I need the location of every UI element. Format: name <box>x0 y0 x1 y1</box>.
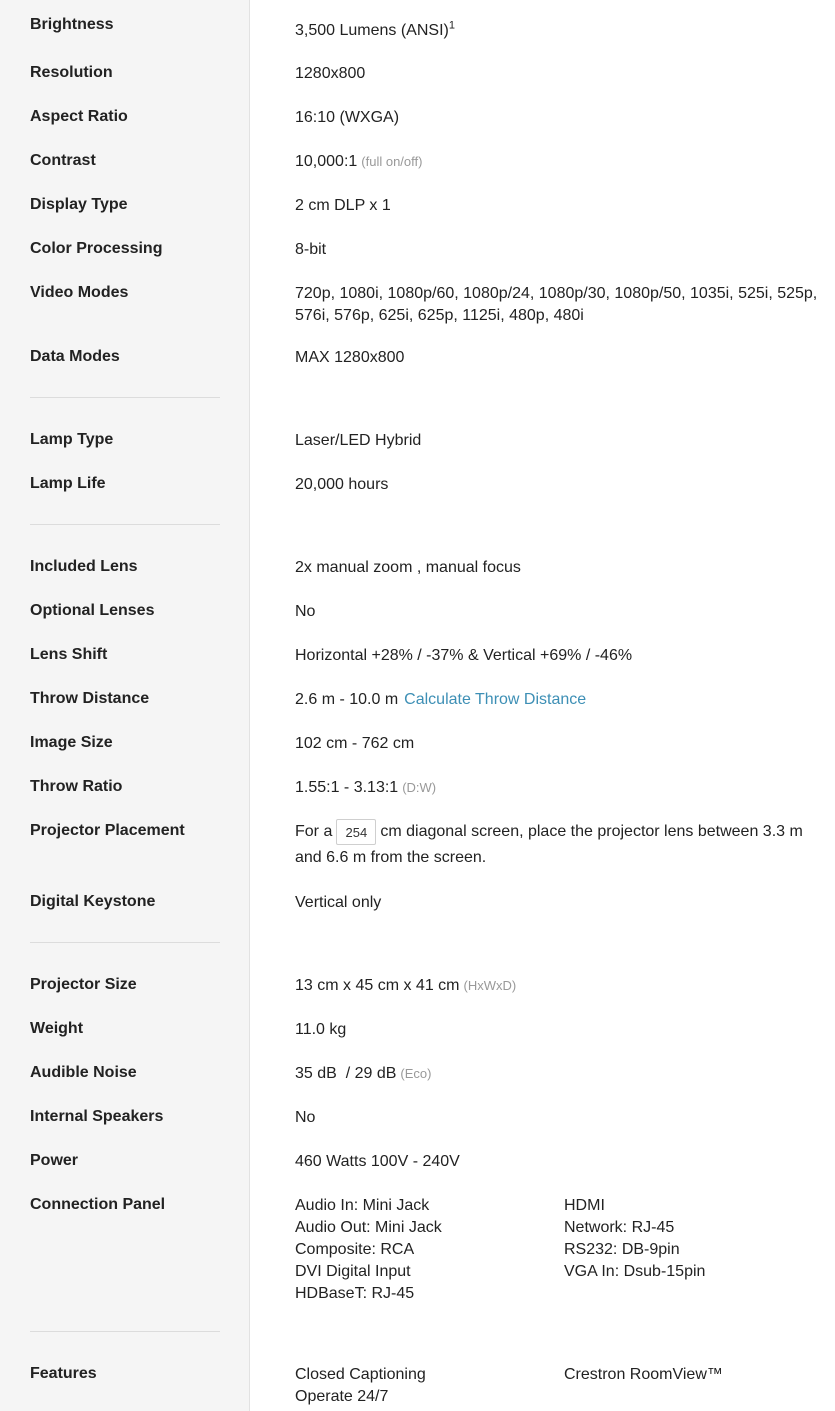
connection-column-1 <box>295 1195 560 1305</box>
footnote-marker: 1 <box>448 19 455 32</box>
spec-value: Horizontal +28% / -37% & Vertical +69% / -46% <box>295 647 633 664</box>
spec-value: 2 cm DLP x 1 <box>295 197 391 214</box>
spec-value <box>295 20 825 42</box>
projector-size-value: 13 cm x 45 cm x 41 cm <box>295 977 460 994</box>
spec-value: 1280x800 <box>295 65 366 82</box>
throw-distance-value: 2.6 m - 10.0 m <box>295 691 399 708</box>
spec-label: Display Type <box>30 196 128 213</box>
spec-label: Resolution <box>30 64 113 81</box>
spec-label: Contrast <box>30 152 96 169</box>
spec-value <box>295 151 825 173</box>
spec-label: Color Processing <box>30 240 163 257</box>
section-divider <box>30 524 220 525</box>
features-column-2 <box>564 1364 824 1386</box>
audible-noise-value: 35 dB / 29 dB <box>295 1065 397 1082</box>
feature-item: Operate 24/7 <box>295 1388 389 1405</box>
connection-item: Audio In: Mini Jack <box>295 1197 430 1214</box>
spec-label: Connection Panel <box>30 1196 166 1213</box>
spec-label: Projector Placement <box>30 822 185 839</box>
spec-value: 20,000 hours <box>295 476 389 493</box>
spec-label: Data Modes <box>30 348 120 365</box>
feature-item: Crestron RoomView™ <box>564 1366 723 1383</box>
spec-value <box>295 975 825 997</box>
section-divider <box>30 1331 220 1332</box>
audible-noise-note: (Eco) <box>400 1066 432 1081</box>
spec-label: Audible Noise <box>30 1064 137 1081</box>
section-divider <box>30 397 220 398</box>
spec-label: Weight <box>30 1020 84 1037</box>
connection-item: Network: RJ-45 <box>564 1219 675 1236</box>
spec-label: Features <box>30 1365 97 1382</box>
connection-item: HDBaseT: RJ-45 <box>295 1285 415 1302</box>
screen-size-input[interactable] <box>336 819 376 845</box>
spec-value: 2x manual zoom , manual focus <box>295 559 521 576</box>
connection-item: VGA In: Dsub-15pin <box>564 1263 706 1280</box>
connection-item: HDMI <box>564 1197 605 1214</box>
spec-label: Throw Distance <box>30 690 150 707</box>
spec-value: 102 cm - 762 cm <box>295 735 415 752</box>
throw-ratio-value: 1.55:1 - 3.13:1 <box>295 779 399 796</box>
spec-value: 720p, 1080i, 1080p/60, 1080p/24, 1080p/30, 1080p/50, 1035i, 525i, 525p, 576i, 576p, 625i, 625p, 1125i, 480p, 480i <box>295 285 818 324</box>
spec-label: Image Size <box>30 734 113 751</box>
spec-value: Laser/LED Hybrid <box>295 432 422 449</box>
spec-value: 460 Watts 100V - 240V <box>295 1153 460 1170</box>
spec-value: MAX 1280x800 <box>295 349 405 366</box>
spec-value <box>295 689 825 711</box>
spec-value: No <box>295 1109 316 1126</box>
throw-ratio-note: (D:W) <box>402 780 437 795</box>
connection-column-2 <box>564 1195 824 1283</box>
section-divider <box>30 942 220 943</box>
placement-prefix: For a <box>295 823 333 841</box>
spec-label: Digital Keystone <box>30 893 156 910</box>
spec-label: Lamp Life <box>30 475 106 492</box>
contrast-note: (full on/off) <box>361 154 423 169</box>
spec-value: No <box>295 603 316 620</box>
feature-item: Closed Captioning <box>295 1366 426 1383</box>
spec-label: Projector Size <box>30 976 137 993</box>
placement-suffix: cm diagonal screen, place the projector lens between 3.3 m <box>380 823 803 841</box>
spec-value: Vertical only <box>295 894 382 911</box>
connection-item: RS232: DB-9pin <box>564 1241 680 1258</box>
spec-label: Lens Shift <box>30 646 108 663</box>
features-column-1 <box>295 1364 560 1408</box>
spec-value: 16:10 (WXGA) <box>295 109 400 126</box>
spec-label: Internal Speakers <box>30 1108 164 1125</box>
contrast-value: 10,000:1 <box>295 153 358 170</box>
connection-item: Audio Out: Mini Jack <box>295 1219 442 1236</box>
spec-label: Lamp Type <box>30 431 114 448</box>
spec-label: Brightness <box>30 16 114 33</box>
spec-label: Power <box>30 1152 79 1169</box>
spec-label: Optional Lenses <box>30 602 155 619</box>
connection-item: Composite: RCA <box>295 1241 415 1258</box>
spec-value: 11.0 kg <box>295 1021 347 1038</box>
spec-value <box>295 819 825 871</box>
connection-item: DVI Digital Input <box>295 1263 411 1280</box>
placement-line2: and 6.6 m from the screen. <box>295 849 487 867</box>
spec-label: Aspect Ratio <box>30 108 128 125</box>
spec-label: Throw Ratio <box>30 778 123 795</box>
spec-label: Video Modes <box>30 284 129 301</box>
spec-value: 8-bit <box>295 241 327 258</box>
spec-value <box>295 1063 825 1085</box>
calculate-throw-distance-link[interactable]: Calculate Throw Distance <box>404 691 587 708</box>
brightness-value: 3,500 Lumens (ANSI) <box>295 22 449 39</box>
projector-size-note: (HxWxD) <box>463 978 517 993</box>
spec-value <box>295 777 825 799</box>
spec-label: Included Lens <box>30 558 138 575</box>
